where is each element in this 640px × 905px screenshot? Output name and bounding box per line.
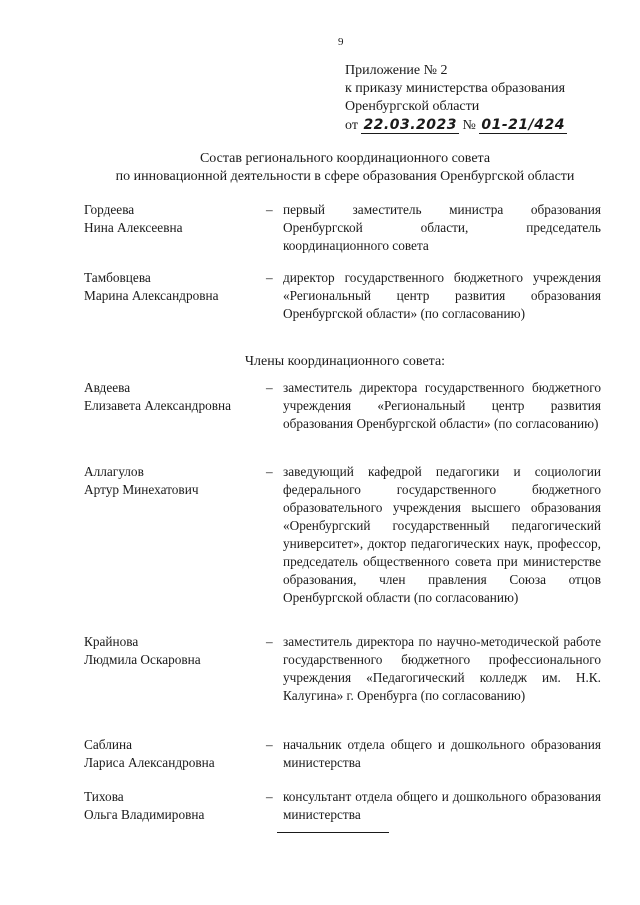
person-position: директор государственного бюджетного учреждения «Региональный центр развития образования Оренбургской области» (по согласованию)	[283, 270, 601, 321]
member-entry	[84, 788, 604, 826]
person-given-name: Елизавета Александровна	[84, 398, 232, 413]
dash-separator: –	[266, 789, 273, 804]
member-entry	[84, 379, 604, 453]
person-surname: Тамбовцева	[84, 270, 151, 285]
person-position: первый заместитель министра образования Оренбургской области, председатель координационного совета	[283, 202, 601, 253]
person-position: заместитель директора по научно-методической работе государственного бюджетного профессионального учреждения «Педагогический колледж им. Н.К. Калугина» г. Оренбурга (по согласованию)	[283, 634, 601, 703]
title-line-2: по инновационной деятельности в сфере образования Оренбургской области	[115, 169, 575, 184]
page-number: 9	[338, 36, 344, 48]
person-given-name: Марина Александровна	[84, 288, 219, 303]
person-position: консультант отдела общего и дошкольного образования министерства	[283, 789, 601, 822]
person-position: заведующий кафедрой педагогики и социологии федерального государственного бюджетного образовательного учреждения высшего образования «Оренбургский государственный педагогический университет», доктор педагогических наук, профессор, председатель общественного совета при министерстве образования, член правления Союза отцов Оренбургской области (по согласованию)	[283, 464, 601, 605]
appendix-region: Оренбургской области	[345, 99, 480, 114]
member-entry	[84, 633, 604, 725]
dash-separator: –	[266, 380, 273, 395]
person-given-name: Ольга Владимировна	[84, 807, 205, 822]
leader-entry	[84, 269, 604, 343]
person-name	[84, 379, 259, 415]
dash-separator: –	[266, 464, 273, 479]
person-surname: Саблина	[84, 737, 132, 752]
person-surname: Крайнова	[84, 634, 139, 649]
dash-separator: –	[266, 270, 273, 285]
person-surname: Гордеева	[84, 202, 135, 217]
person-given-name: Лариса Александровна	[84, 755, 215, 770]
document-title	[60, 150, 630, 186]
handwritten-date: 22.03.2023	[363, 117, 458, 133]
person-name	[84, 633, 259, 669]
person-name	[84, 788, 259, 824]
appendix-date-number	[345, 116, 567, 135]
title-line-1: Состав регионального координационного совета	[199, 151, 491, 166]
members-heading: Члены координационного совета:	[244, 354, 446, 369]
date-prefix: от	[345, 118, 358, 133]
dash-separator: –	[266, 634, 273, 649]
person-given-name: Людмила Оскаровна	[84, 652, 201, 667]
person-position: начальник отдела общего и дошкольного образования министерства	[283, 737, 601, 770]
appendix-order-ref: к приказу министерства образования	[345, 81, 566, 96]
appendix-title: Приложение № 2	[345, 63, 448, 78]
person-surname: Тихова	[84, 789, 124, 804]
end-of-list-rule	[277, 832, 389, 833]
person-name	[84, 736, 259, 772]
person-given-name: Нина Алексеевна	[84, 220, 183, 235]
person-surname: Аллагулов	[84, 464, 144, 479]
person-name	[84, 269, 259, 305]
person-name	[84, 463, 259, 499]
appendix-block	[345, 62, 567, 135]
person-given-name: Артур Минехатович	[84, 482, 199, 497]
handwritten-number: 01-21/424	[481, 117, 565, 133]
member-entry	[84, 736, 604, 774]
dash-separator: –	[266, 737, 273, 752]
member-entry	[84, 463, 604, 623]
person-surname: Авдеева	[84, 380, 131, 395]
person-name	[84, 201, 259, 237]
person-position: заместитель директора государственного бюджетного учреждения «Региональный центр развития образования Оренбургской области» (по согласованию)	[283, 380, 601, 431]
number-prefix: №	[462, 118, 476, 133]
dash-separator: –	[266, 202, 273, 217]
leader-entry	[84, 201, 604, 257]
